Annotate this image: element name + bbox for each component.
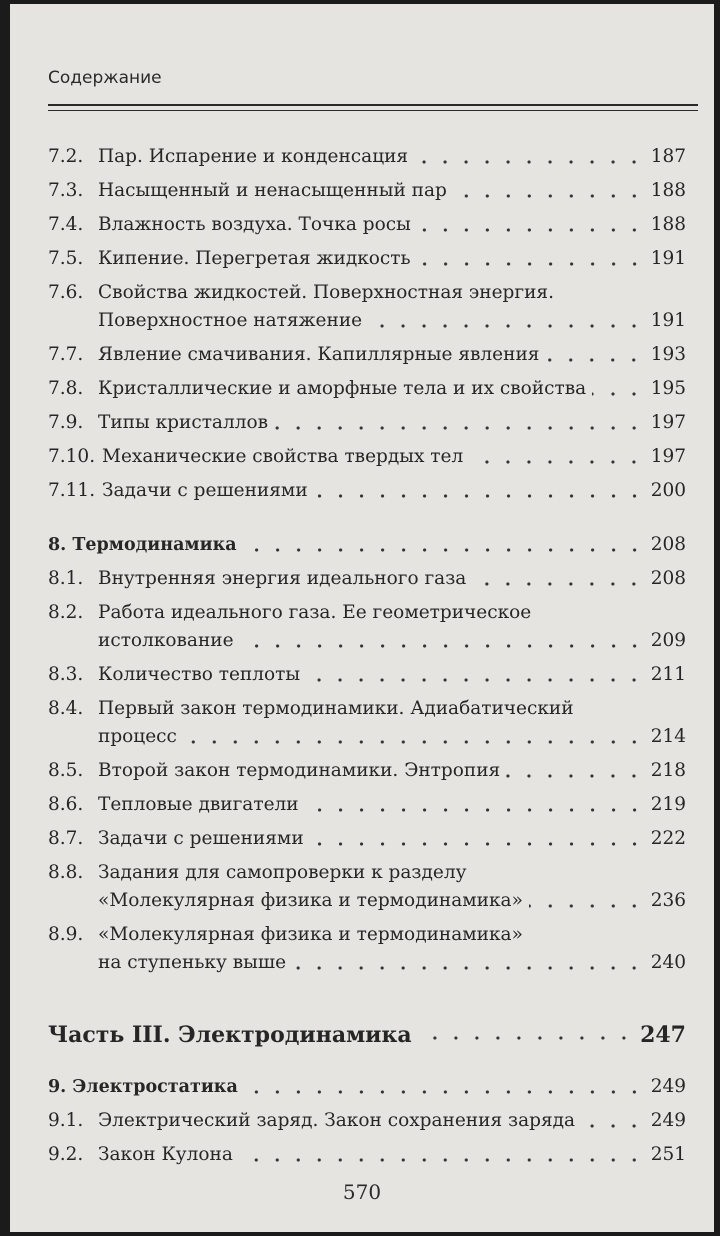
- toc-chapter-title: 8. Термодинамика: [48, 535, 237, 555]
- toc-entry-title: Задачи с решениями: [102, 480, 308, 501]
- toc-entry-title-continued: «Молекулярная физика и термодинамика»: [98, 890, 523, 911]
- toc-entry-number: 7.8.: [48, 378, 84, 399]
- toc-entry: [48, 472, 686, 502]
- toc-entry-page: 251: [650, 1144, 686, 1165]
- toc-entry-number: 7.5.: [48, 248, 84, 269]
- toc-entry-page: 208: [650, 568, 686, 589]
- toc-entry-number: 7.4.: [48, 214, 84, 235]
- toc-entry-number: 8.6.: [48, 794, 84, 815]
- leader-dots: [469, 460, 644, 464]
- running-title: Содержание: [48, 68, 162, 88]
- leader-dots: [472, 582, 644, 586]
- toc-entry-page: 191: [650, 310, 686, 331]
- toc-entry-page: 218: [650, 760, 686, 781]
- toc-entry-number: 7.7.: [48, 344, 84, 365]
- toc-entry-page: 188: [650, 180, 686, 201]
- leader-dots: [529, 904, 645, 908]
- toc-entry-page: 197: [650, 412, 686, 433]
- book-page: [10, 4, 714, 1232]
- toc-entry-title: Явление смачивания. Капиллярные явления: [98, 344, 540, 365]
- toc-entry-number: 8.1.: [48, 568, 84, 589]
- toc-entry-page: 247: [640, 1022, 686, 1048]
- toc-entry-continuation: [98, 718, 686, 748]
- leader-dots: [239, 1158, 645, 1162]
- toc-entry-page: 222: [650, 828, 686, 849]
- toc-entry-title-continued: на ступеньку выше: [98, 952, 287, 973]
- toc-entry-page: 219: [650, 794, 686, 815]
- toc-entry-page: 187: [650, 146, 686, 167]
- toc-entry-title: Количество теплоты: [98, 664, 301, 685]
- leader-dots: [592, 392, 645, 396]
- toc-entry: [48, 438, 686, 468]
- toc-entry-number: 8.2.: [48, 602, 84, 623]
- toc-entry-number: 9.2.: [48, 1144, 84, 1165]
- toc-entry: [48, 656, 686, 686]
- toc-entry-title: Работа идеального газа. Ее геометрическое: [98, 602, 532, 623]
- leader-dots: [417, 262, 645, 266]
- leader-dots: [453, 194, 645, 198]
- leader-dots: [183, 740, 645, 744]
- toc-entry-continuation: [98, 882, 686, 912]
- toc-entry: [48, 786, 686, 816]
- toc-entry-title-continued: истолкование: [98, 630, 234, 651]
- leader-dots: [506, 774, 644, 778]
- leader-dots: [417, 228, 645, 232]
- toc-entry-page: 240: [650, 952, 686, 973]
- leader-dots: [545, 358, 644, 362]
- toc-entry: [48, 1102, 686, 1132]
- leader-dots: [314, 494, 645, 498]
- toc-entry: [48, 854, 686, 884]
- toc-entry-title: Кипение. Перегретая жидкость: [98, 248, 411, 269]
- toc-entry-title: Второй закон термодинамики. Энтропия: [98, 760, 501, 781]
- toc-entry-number: 9.1.: [48, 1110, 84, 1131]
- toc-entry-title: Задания для самопроверки к разделу: [98, 862, 467, 883]
- leader-dots: [368, 324, 645, 328]
- toc-entry-number: 7.3.: [48, 180, 84, 201]
- toc-entry-title: Типы кристаллов: [98, 412, 269, 433]
- toc-entry-number: 8.4.: [48, 698, 84, 719]
- toc-entry-title: Тепловые двигатели: [98, 794, 299, 815]
- toc-entry-title: Влажность воздуха. Точка росы: [98, 214, 411, 235]
- leader-dots: [274, 426, 645, 430]
- toc-entry-title: Механические свойства твердых тел: [102, 446, 464, 467]
- toc-entry-page: 193: [650, 344, 686, 365]
- toc-entry-title: Пар. Испарение и конденсация: [98, 146, 409, 167]
- leader-dots: [240, 644, 645, 648]
- toc-entry-title: «Молекулярная физика и термодинамика»: [98, 924, 523, 945]
- toc-entry-title: Электрический заряд. Закон сохранения заряда: [98, 1110, 576, 1131]
- toc-entry-number: 7.11.: [48, 480, 96, 501]
- toc-entry: [48, 1136, 686, 1166]
- toc-entry-number: 8.7.: [48, 828, 84, 849]
- toc-entry-title: Внутренняя энергия идеального газа: [98, 568, 467, 589]
- toc-entry-page: 211: [650, 664, 686, 685]
- toc-entry: [48, 172, 686, 202]
- leader-dots: [581, 1124, 645, 1128]
- toc-entry-title-continued: процесс: [98, 726, 177, 747]
- toc-entry-number: 8.8.: [48, 862, 84, 883]
- toc-entry: [48, 916, 686, 946]
- toc-entry-page: 195: [650, 378, 686, 399]
- toc-entry-title: Задачи с решениями: [98, 828, 304, 849]
- toc-entry: [48, 820, 686, 850]
- toc-entry: [48, 560, 686, 590]
- toc-entry-title: Свойства жидкостей. Поверхностная энергия.: [98, 282, 554, 303]
- toc-entry: [48, 404, 686, 434]
- toc-entry-continuation: [98, 944, 686, 974]
- toc-entry-number: 7.9.: [48, 412, 84, 433]
- leader-dots: [244, 1090, 645, 1094]
- toc-entry: [48, 206, 686, 236]
- toc-entry: [48, 594, 686, 624]
- toc-entry-number: 8.5.: [48, 760, 84, 781]
- toc-entry-title-continued: Поверхностное натяжение: [98, 310, 363, 331]
- toc-part-entry: [48, 1012, 686, 1046]
- toc-entry-number: 7.10.: [48, 446, 96, 467]
- toc-entry: [48, 336, 686, 366]
- leader-dots: [305, 808, 645, 812]
- toc-entry-page: 236: [650, 890, 686, 911]
- toc-entry-page: 197: [650, 446, 686, 467]
- toc-entry-title: Первый закон термодинамики. Адиабатический: [98, 698, 574, 719]
- toc-entry-number: 8.9.: [48, 924, 84, 945]
- toc-entry: [48, 138, 686, 168]
- toc-part-title: Часть III. Электродинамика: [48, 1022, 412, 1048]
- leader-dots: [414, 160, 645, 164]
- leader-dots: [310, 842, 645, 846]
- toc-entry-title: Насыщенный и ненасыщенный пар: [98, 180, 447, 201]
- toc-entry-continuation: [98, 622, 686, 652]
- toc-entry: [48, 690, 686, 720]
- toc-entry: [48, 240, 686, 270]
- toc-entry-page: 249: [650, 1076, 686, 1097]
- toc-entry-number: 7.6.: [48, 282, 84, 303]
- toc-entry-page: 209: [650, 630, 686, 651]
- toc-entry-page: 188: [650, 214, 686, 235]
- toc-chapter-entry: [48, 526, 686, 556]
- toc-entry-number: 7.2.: [48, 146, 84, 167]
- page-number: 570: [342, 1180, 382, 1204]
- header-rule-thick: [48, 104, 698, 106]
- toc-entry: [48, 752, 686, 782]
- toc-entry-continuation: [98, 302, 686, 332]
- toc-entry-page: 208: [650, 534, 686, 555]
- leader-dots: [306, 678, 645, 682]
- toc-entry-number: 8.3.: [48, 664, 84, 685]
- leader-dots: [243, 548, 645, 552]
- toc-entry-page: 191: [650, 248, 686, 269]
- leader-dots: [418, 1036, 634, 1040]
- header-rule-thin: [48, 110, 698, 111]
- toc-entry-page: 200: [650, 480, 686, 501]
- toc-chapter-title: 9. Электростатика: [48, 1077, 238, 1097]
- toc-entry: [48, 370, 686, 400]
- toc-entry-title: Закон Кулона: [98, 1144, 233, 1165]
- toc-entry-page: 249: [650, 1110, 686, 1131]
- toc-chapter-entry: [48, 1068, 686, 1098]
- toc-entry-title: Кристаллические и аморфные тела и их свойства: [98, 378, 587, 399]
- leader-dots: [292, 966, 645, 970]
- toc-entry: [48, 274, 686, 304]
- toc-entry-page: 214: [650, 726, 686, 747]
